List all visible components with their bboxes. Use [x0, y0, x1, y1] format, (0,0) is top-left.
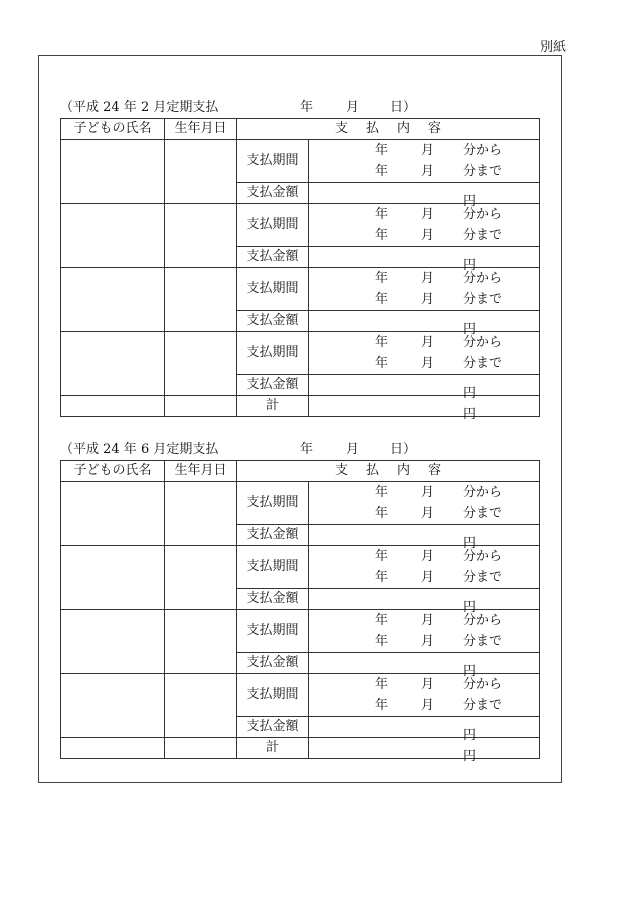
child-name-cell[interactable]: [61, 332, 165, 396]
heading-month: 月: [346, 100, 360, 115]
total-blank-cell: [165, 396, 237, 417]
section-heading: [60, 98, 540, 118]
payment-period-cell[interactable]: 年 月 分から 年 月 分まで: [309, 610, 540, 653]
total-blank-cell: [61, 396, 165, 417]
payment-period-label: 支払期間: [237, 674, 309, 717]
payment-period-label: 支払期間: [237, 140, 309, 183]
child-name-cell[interactable]: [61, 610, 165, 674]
payment-amount-cell[interactable]: 円: [309, 311, 540, 332]
heading-day: 日）: [390, 100, 417, 115]
payment-period-label: 支払期間: [237, 610, 309, 653]
payment-period-cell[interactable]: 年 月 分から 年 月 分まで: [309, 546, 540, 589]
payment-amount-cell[interactable]: 円: [309, 717, 540, 738]
payment-amount-label: 支払金額: [237, 247, 309, 268]
heading-prefix: （平成 24 年 2 月定期支払: [60, 100, 219, 115]
child-name-cell[interactable]: [61, 204, 165, 268]
total-label: 計: [237, 396, 309, 417]
table-row: [61, 204, 540, 247]
birth-date-cell[interactable]: [165, 268, 237, 332]
payment-period-label: 支払期間: [237, 268, 309, 311]
header-child-name: 子どもの氏名: [61, 461, 165, 482]
header-payment-content: 支 払 内 容: [237, 119, 540, 140]
total-blank-cell: [165, 738, 237, 759]
heading-year: 年: [300, 442, 314, 457]
child-name-cell[interactable]: [61, 482, 165, 546]
heading-day: 日）: [390, 442, 417, 457]
table-header-row: [61, 461, 540, 482]
payment-period-cell[interactable]: 年 月 分から 年 月 分まで: [309, 140, 540, 183]
header-child-name: 子どもの氏名: [61, 119, 165, 140]
payment-amount-cell[interactable]: 円: [309, 183, 540, 204]
birth-date-cell[interactable]: [165, 546, 237, 610]
birth-date-cell[interactable]: [165, 674, 237, 738]
birth-date-cell[interactable]: [165, 332, 237, 396]
total-label: 計: [237, 738, 309, 759]
table-row: [61, 268, 540, 311]
payment-period-cell[interactable]: 年 月 分から 年 月 分まで: [309, 204, 540, 247]
payment-period-label: 支払期間: [237, 332, 309, 375]
heading-prefix: （平成 24 年 6 月定期支払: [60, 442, 219, 457]
payment-amount-label: 支払金額: [237, 525, 309, 546]
payment-table: [60, 460, 540, 764]
payment-period-label: 支払期間: [237, 482, 309, 525]
payment-table: [60, 118, 540, 422]
birth-date-cell[interactable]: [165, 140, 237, 204]
payment-amount-cell[interactable]: 円: [309, 375, 540, 396]
payment-amount-label: 支払金額: [237, 589, 309, 610]
payment-amount-cell[interactable]: 円: [309, 653, 540, 674]
section-heading: [60, 440, 540, 460]
payment-section-june: [60, 440, 540, 764]
birth-date-cell[interactable]: [165, 482, 237, 546]
table-row: [61, 140, 540, 183]
birth-date-cell[interactable]: [165, 610, 237, 674]
payment-amount-label: 支払金額: [237, 183, 309, 204]
table-row: [61, 332, 540, 375]
payment-amount-label: 支払金額: [237, 311, 309, 332]
table-row: [61, 674, 540, 717]
payment-period-cell[interactable]: 年 月 分から 年 月 分まで: [309, 482, 540, 525]
total-row: [61, 396, 540, 417]
child-name-cell[interactable]: [61, 674, 165, 738]
table-row: [61, 610, 540, 653]
table-row: [61, 546, 540, 589]
total-amount-cell[interactable]: 円: [309, 396, 540, 417]
payment-amount-cell[interactable]: 円: [309, 247, 540, 268]
table-row: [61, 482, 540, 525]
birth-date-cell[interactable]: [165, 204, 237, 268]
child-name-cell[interactable]: [61, 140, 165, 204]
child-name-cell[interactable]: [61, 268, 165, 332]
header-birth-date: 生年月日: [165, 119, 237, 140]
heading-month: 月: [346, 442, 360, 457]
total-amount-cell[interactable]: 円: [309, 738, 540, 759]
payment-period-cell[interactable]: 年 月 分から 年 月 分まで: [309, 268, 540, 311]
table-header-row: [61, 119, 540, 140]
header-payment-content: 支 払 内 容: [237, 461, 540, 482]
payment-amount-cell[interactable]: 円: [309, 525, 540, 546]
payment-period-label: 支払期間: [237, 204, 309, 247]
payment-amount-label: 支払金額: [237, 717, 309, 738]
child-name-cell[interactable]: [61, 546, 165, 610]
total-row: [61, 738, 540, 759]
payment-period-cell[interactable]: 年 月 分から 年 月 分まで: [309, 674, 540, 717]
heading-year: 年: [300, 100, 314, 115]
payment-section-february: [60, 98, 540, 422]
payment-period-cell[interactable]: 年 月 分から 年 月 分まで: [309, 332, 540, 375]
payment-amount-label: 支払金額: [237, 653, 309, 674]
payment-period-label: 支払期間: [237, 546, 309, 589]
header-birth-date: 生年月日: [165, 461, 237, 482]
payment-amount-label: 支払金額: [237, 375, 309, 396]
payment-amount-cell[interactable]: 円: [309, 589, 540, 610]
total-blank-cell: [61, 738, 165, 759]
attachment-label: 別紙: [539, 40, 566, 55]
